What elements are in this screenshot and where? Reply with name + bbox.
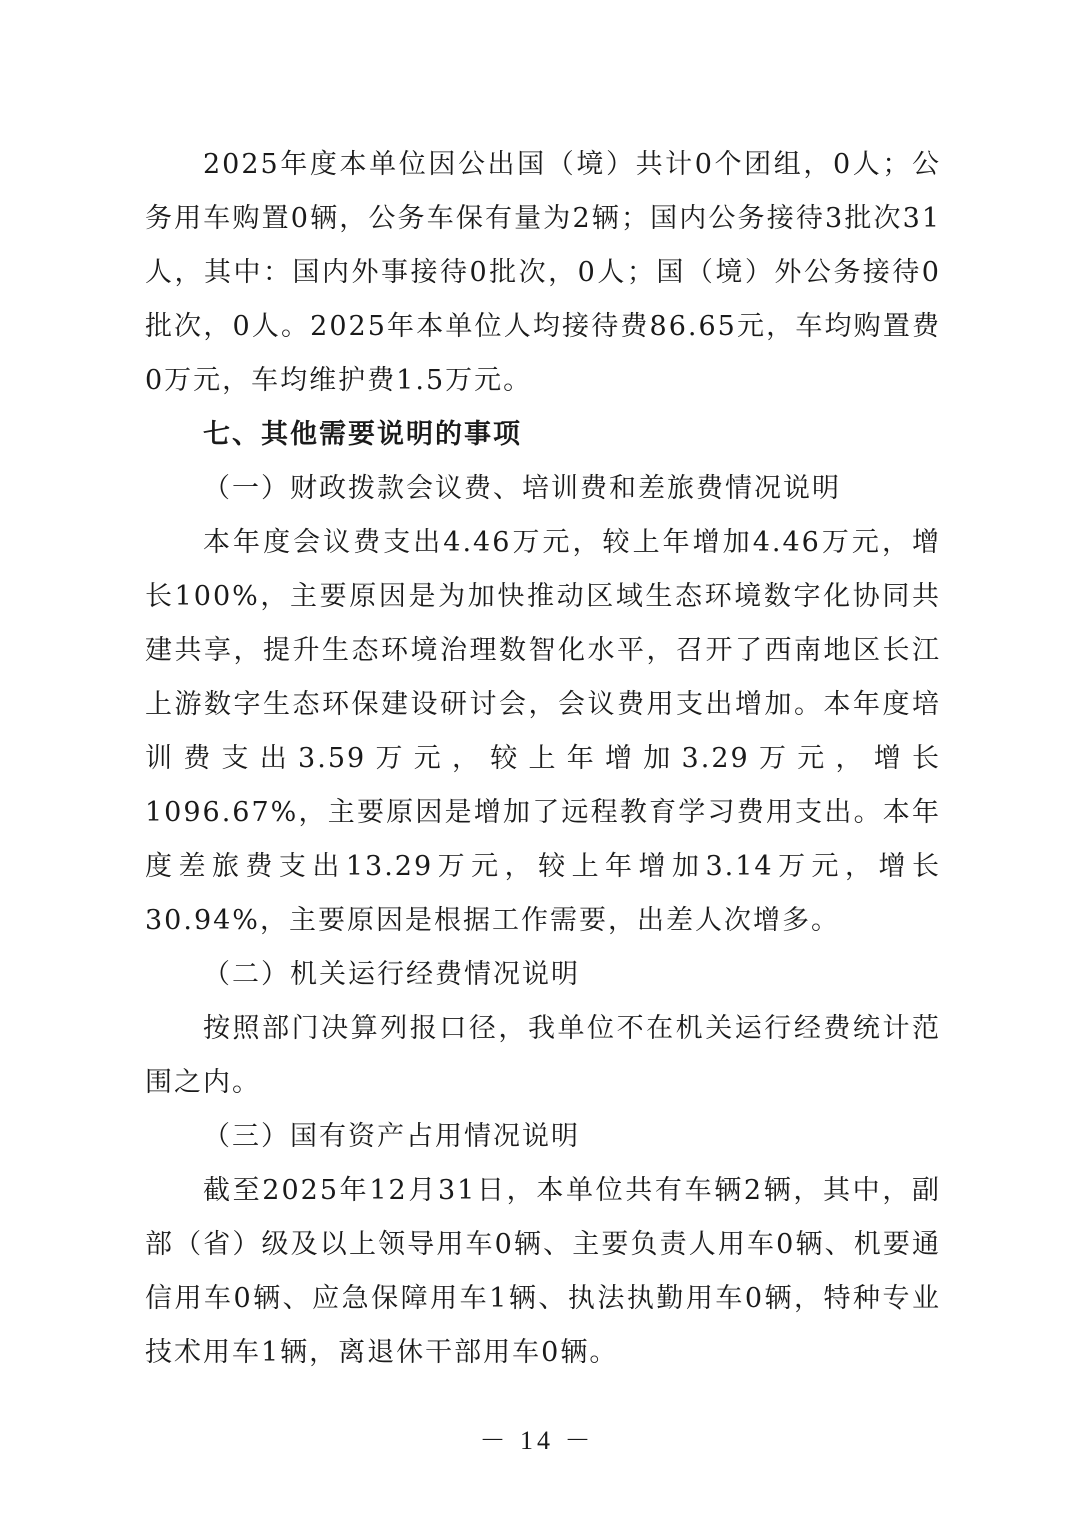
section-heading-other-matters: 七、其他需要说明的事项 bbox=[203, 419, 522, 450]
document-body bbox=[145, 138, 941, 1380]
paragraph-meeting-training-travel-expenses: 本年度会议费支出4.46万元，较上年增加4.46万元，增长100%，主要原因是为加快推动区域生态环境数字化协同共建共享，提升生态环境治理数智化水平，召开了西南地区长江上游数字生态环保建设研讨会，会议费用支出增加。本年度培训费支出3.59万元，较上年增加3.29万元，增长1096.67%，主要原因是增加了远程教育学习费用支出。本年度差旅费支出13.29万元，较上年增加3.14万元，增长30.94%，主要原因是根据工作需要，出差人次增多。 bbox=[145, 527, 941, 936]
paragraph-official-travel-vehicles-reception: 2025年度本单位因公出国（境）共计0个团组，0人；公务用车购置0辆，公务车保有量为2辆；国内公务接待3批次31人，其中：国内外事接待0批次，0人；国（境）外公务接待0批次，0人。2025年本单位人均接待费86.65元，车均购置费0万元，车均维护费1.5万元。 bbox=[145, 149, 941, 396]
subheading-agency-operating-expenses: （二）机关运行经费情况说明 bbox=[203, 959, 580, 990]
paragraph-state-assets-vehicles: 截至2025年12月31日，本单位共有车辆2辆，其中，副部（省）级及以上领导用车0辆、主要负责人用车0辆、机要通信用车0辆、应急保障用车1辆、执法执勤用车0辆，特种专业技术用车1辆，离退休干部用车0辆。 bbox=[145, 1175, 941, 1368]
paragraph-agency-operating-expenses: 按照部门决算列报口径，我单位不在机关运行经费统计范围之内。 bbox=[145, 1013, 941, 1098]
page-number: － 14 － bbox=[479, 1426, 595, 1455]
subheading-state-assets: （三）国有资产占用情况说明 bbox=[203, 1121, 580, 1152]
subheading-meeting-training-travel: （一）财政拨款会议费、培训费和差旅费情况说明 bbox=[203, 473, 841, 504]
